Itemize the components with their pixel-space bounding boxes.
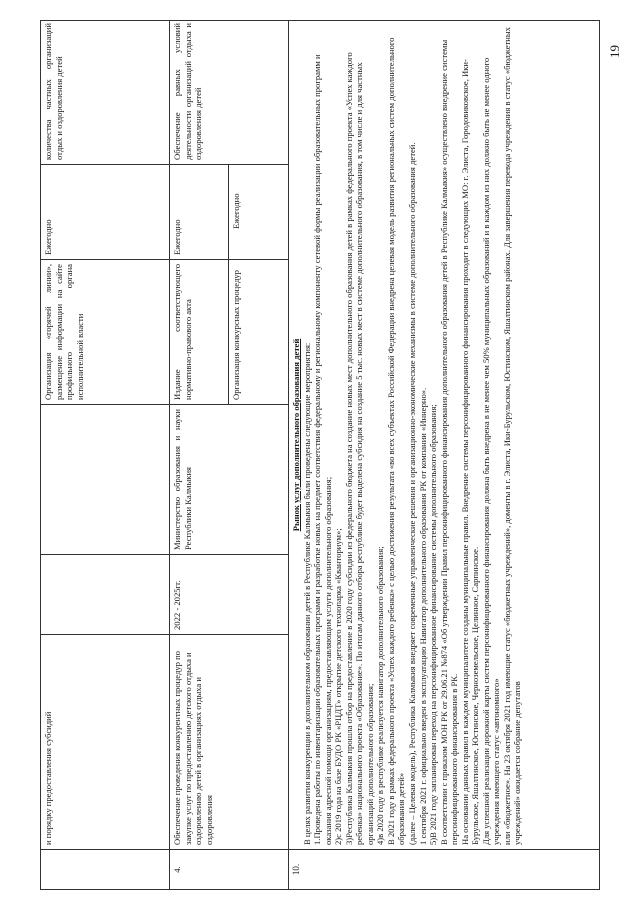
- period-1: Ежегодно: [172, 219, 182, 255]
- section-title: Рынок услуг дополнительного образования детей: [291, 338, 301, 532]
- cell-activity: и порядку предоставления субсидий: [41, 634, 169, 849]
- table-row-continued: [40, 20, 170, 890]
- section-text: [289, 21, 599, 849]
- paragraph: 4)в 2020 году в республике реализуется навигатор дополнительного образования;: [375, 546, 386, 845]
- cell-number: 4.: [170, 849, 288, 889]
- paragraph: или «бюджетное». На 23 октября 2021 год имеющие статус «бюджетных учреждений», доменты в г. Элиста, Ики-Бурульском, Юстинском, Яшалтинском районах. Для завершения перевода учреждения в статус «бюджетных учреждений» ожидается собрание депутатов: [501, 27, 523, 845]
- cell-period-group: [170, 164, 288, 259]
- cell-number: 10.: [289, 849, 599, 889]
- paragraph: В 2021 году в рамках федерального проекта «Успех каждого ребенка» с целью достижения результата «во всех субъектах Российской Федерации внедрена целевая модель развития региональных систем дополнительного образования детей»: [385, 37, 407, 845]
- table-row-4: [169, 20, 289, 890]
- paragraph: 2)с 2019 года на базе БУДО РК «РЦДТ» открытие детского технопарка «Кванториум»;: [333, 528, 344, 845]
- cell-measure-group: [170, 259, 288, 404]
- paragraph: 1 сентября 2021 г. официально введен в эксплуатацию Навигатор дополнительного образования РК от компании «Иннерно».: [417, 387, 428, 845]
- paragraph: Для успешной реализации дорожной карты систем персонифицированного финансирования должна быть внедрена в не менее чем 50% муниципальных образований и в каждом из них должно быть не менее одного учреждения имеющего статус «автономного»: [480, 57, 502, 845]
- paragraph: (далее – Целевая модель), Республика Калмыкия внедряет современные управленческие решения и организационно-экономические механизмы в системе дополнительного образования детей.: [407, 142, 418, 845]
- paragraph: В соответствии с приказом МОН РК от 29.06.21 №874 «Об утверждении Правил персонифицированного финансирования дополнительного образования детей в Республике Калмыкия» осуществлено внедрение системы персонифицированного финансирования в РК.: [438, 39, 460, 845]
- paragraph: 3)Республика Калмыкия прошла отбор на предоставление в 2020 году субсидии из федерального бюджета на создание новых мест дополнительного образования детей в рамках федерального проекта «Успех каждого ребенка» национального проекта «Образование». По итогам данного отбора республике будет выделена субсидия на создание 5 тыс. новых мест в системе дополнительного образования, в том числе и для частных организаций дополнительного образования;: [343, 52, 375, 845]
- paragraph: 5)В 2021 году запланирован переход на персонифицированное финансирование системы дополнительного образования;: [428, 404, 439, 845]
- rotated-table-sheet: [40, 20, 600, 890]
- table-row-10: [288, 20, 600, 890]
- cell-ministry: Министерство образования и науки Республики Калмыкия: [170, 404, 288, 554]
- cell-period: Ежегодно: [41, 164, 169, 259]
- cell-term: 2022 - 2025гг.: [170, 554, 288, 634]
- cell-result: количества частных организаций отдых и оздоровления детей: [43, 23, 64, 160]
- paragraph: В целях развития конкуренции в дополнительном образовании детей в Республике Калмыкия были проведены следующие мероприятия:: [301, 342, 312, 845]
- page-number: 19: [607, 45, 622, 58]
- cell-ministry: [41, 404, 169, 554]
- period-2: Ежегодно: [231, 193, 241, 229]
- cell-result: Обеспечение равных условий деятельности организаций отдыха и оздоровления детей: [172, 23, 204, 160]
- measure-2: Организация конкурсных процедур: [231, 270, 241, 400]
- measure-1: Издание соответствующего нормативно-правового акта: [172, 264, 193, 400]
- paragraph: На основании данных правил в каждом муниципалитете созданы муниципальные правил. Внедрение системы персонифицированного финансирования проходит в следующих МО: г. Элиста, Городовиковское, Ики-Бурульское, Яшалтинское, Юстинское, Черноземельское, Целинное, Сарпинское.: [459, 59, 481, 845]
- cell-number: [41, 849, 169, 889]
- paragraph: 1.Проведена работы по инвентаризации образовательных программ и разработке новых на предмет соответствия федеральному и региональному компоненту сетевой формы реализации образовательных программ и оказания адресной помощи организациям, предоставляющим услуги дополнительного образования;: [312, 54, 333, 845]
- cell-measure: Организация «горячей линии», размещение информации на сайте профильного органа исполнительной власти: [41, 259, 169, 404]
- cell-activity: Обеспечение проведения конкурентных процедур по закупке услуг по предоставлению детского отдыха и оздоровлению детей в организациях отдыха и оздоровления: [170, 634, 288, 849]
- cell-term: [41, 554, 169, 634]
